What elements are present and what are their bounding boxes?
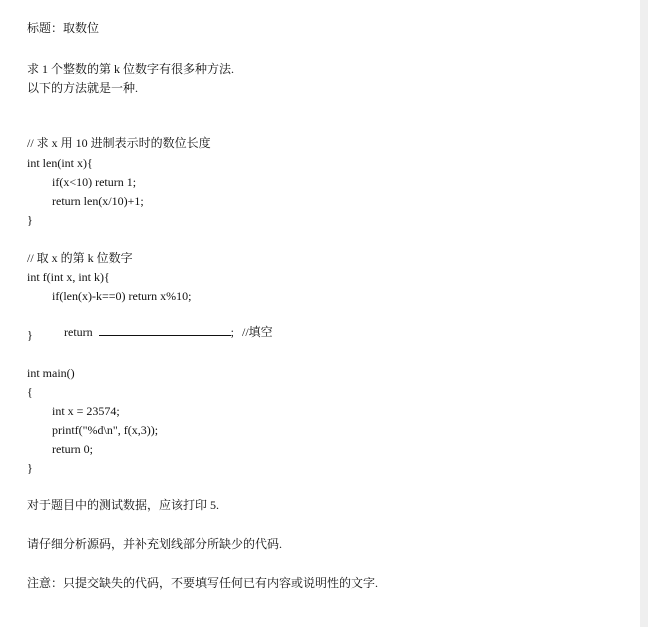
f-comment: // 取 x 的第 k 位数字 bbox=[27, 251, 133, 265]
len-close-brace: } bbox=[27, 213, 33, 227]
note-2: 请仔细分析源码，并补充划线部分所缺少的代码. bbox=[27, 537, 283, 551]
f-body-2-line bbox=[52, 308, 273, 356]
note-1: 对于题目中的测试数据，应该打印 5. bbox=[27, 498, 220, 512]
f-body-1: if(len(x)-k==0) return x%10; bbox=[52, 289, 192, 303]
main-open-brace: { bbox=[27, 385, 33, 399]
main-signature: int main() bbox=[27, 366, 75, 380]
len-body-1: if(x<10) return 1; bbox=[52, 175, 137, 189]
f-body-2-suffix: ; bbox=[230, 325, 234, 339]
f-close-brace: } bbox=[27, 328, 33, 342]
main-body-2: printf("%d\n", f(x,3)); bbox=[52, 423, 159, 437]
f-signature: int f(int x, int k){ bbox=[27, 270, 110, 284]
main-close-brace: } bbox=[27, 461, 33, 475]
main-body-3: return 0; bbox=[52, 442, 93, 456]
fill-in-blank[interactable] bbox=[99, 324, 231, 336]
intro-line-1: 求 1 个整数的第 k 位数字有很多种方法. bbox=[27, 62, 235, 76]
title-line: 标题：取数位 bbox=[27, 21, 100, 35]
len-body-2: return len(x/10)+1; bbox=[52, 194, 144, 208]
fill-comment: //填空 bbox=[242, 325, 273, 339]
note-3: 注意：只提交缺失的代码，不要填写任何已有内容或说明性的文字. bbox=[27, 576, 379, 590]
len-comment: // 求 x 用 10 进制表示时的数位长度 bbox=[27, 136, 211, 150]
main-body-1: int x = 23574; bbox=[52, 404, 120, 418]
f-body-2-prefix: return bbox=[64, 325, 93, 339]
intro-line-2: 以下的方法就是一种. bbox=[27, 81, 139, 95]
scrollbar-track[interactable] bbox=[640, 0, 648, 627]
len-signature: int len(int x){ bbox=[27, 156, 93, 170]
